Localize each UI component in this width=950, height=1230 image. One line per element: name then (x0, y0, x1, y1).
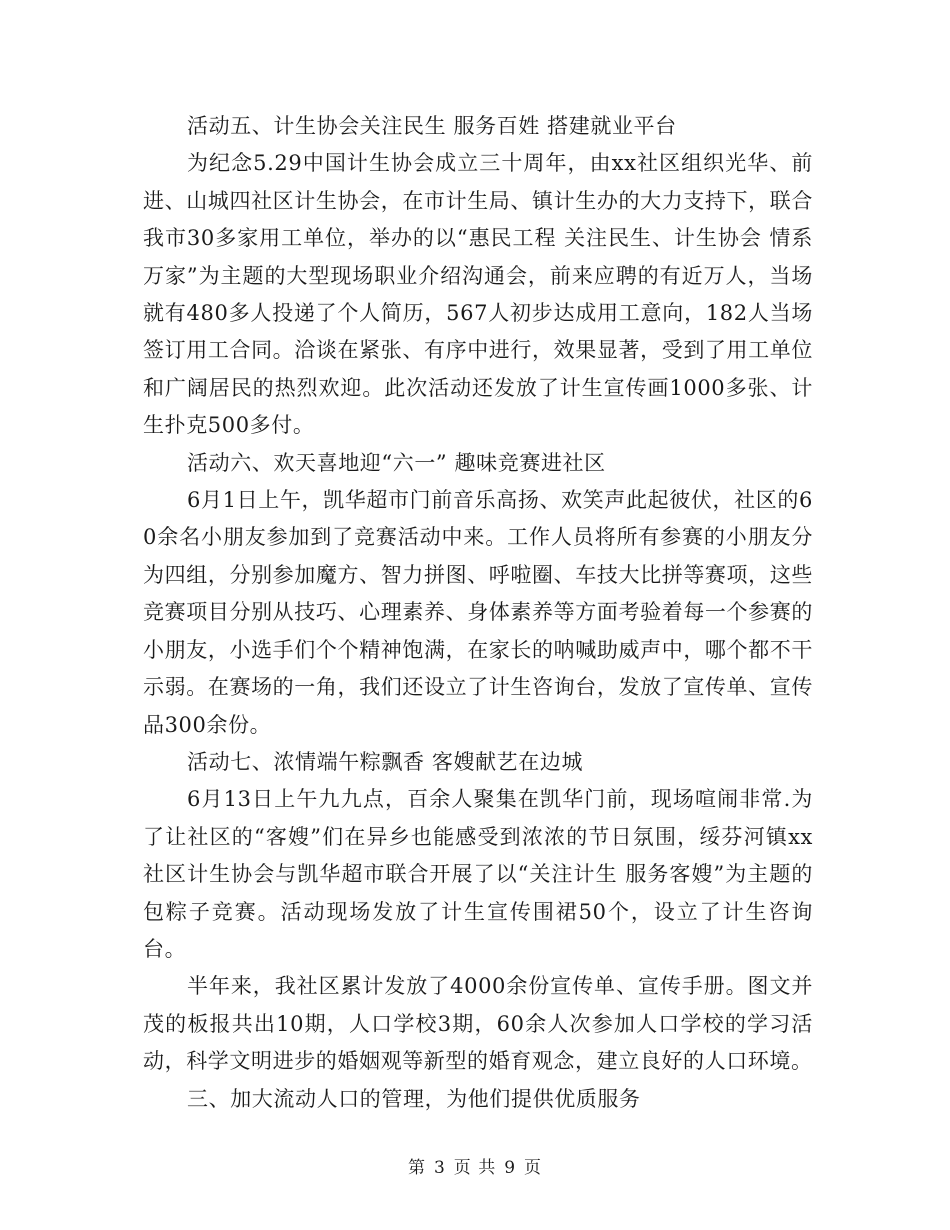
document-body (143, 108, 813, 1118)
heading-section-three: 三、加大流动人口的管理，为他们提供优质服务 (187, 1086, 641, 1111)
total-pages-number: 9 (504, 1158, 517, 1178)
heading-activity-six: 活动六、欢天喜地迎“六一” 趣味竞赛进社区 (187, 450, 606, 475)
current-page-number: 3 (433, 1158, 446, 1178)
paragraph-activity-six: 6月1日上午，凯华超市门前音乐高扬、欢笑声此起彼伏，社区的60余名小朋友参加到了竞赛活动中来。工作人员将所有参赛的小朋友分为四组，分别参加魔方、智力拼图、呼啦圈、车技大比拼等赛项，这些竞赛项目分别从技巧、心理素养、身体素养等方面考验着每一个参赛的小朋友，小选手们个个精神饱满，在家长的呐喊助威声中，哪个都不干示弱。在赛场的一角，我们还设立了计生咨询台，发放了宣传单、宣传品300余份。 (143, 488, 813, 737)
page-label-mid: 页 共 (453, 1158, 497, 1178)
paragraph-half-year-summary: 半年来，我社区累计发放了4000余份宣传单、宣传手册。图文并茂的板报共出10期，人口学校3期，60余人次参加人口学校的学习活动，科学文明进步的婚姻观等新型的婚育观念，建立良好的人口环境。 (143, 974, 813, 1074)
paragraph-activity-five: 为纪念5.29中国计生协会成立三十周年，由xx社区组织光华、前进、山城四社区计生协会，在市计生局、镇计生办的大力支持下，联合我市30多家用工单位，举办的以“惠民工程 关注民生、计生协会 情系万家”为主题的大型现场职业介绍沟通会，前来应聘的有近万人，当场就有480多人投递了个人简历，567人初步达成用工意向，182人当场签订用工合同。洽谈在紧张、有序中进行，效果显著，受到了用工单位和广阔居民的热烈欢迎。此次活动还发放了计生宣传画1000多张、计生扑克500多付。 (143, 151, 813, 438)
page-label-suffix: 页 (524, 1158, 543, 1178)
heading-activity-five: 活动五、计生协会关注民生 服务百姓 搭建就业平台 (187, 114, 677, 138)
page-footer (0, 1153, 950, 1178)
paragraph-activity-seven: 6月13日上午九九点，百余人聚集在凯华门前，现场喧闹非常.为了让社区的“客嫂”们在异乡也能感受到浓浓的节日氛围，绥芬河镇xx社区计生协会与凯华超市联合开展了以“关注计生 服务客嫂”为主题的包粽子竞赛。活动现场发放了计生宣传围裙50个，设立了计生咨询台。 (143, 787, 813, 961)
page-label-prefix: 第 (407, 1158, 426, 1178)
heading-activity-seven: 活动七、浓情端午粽飘香 客嫂献艺在边城 (187, 749, 584, 774)
